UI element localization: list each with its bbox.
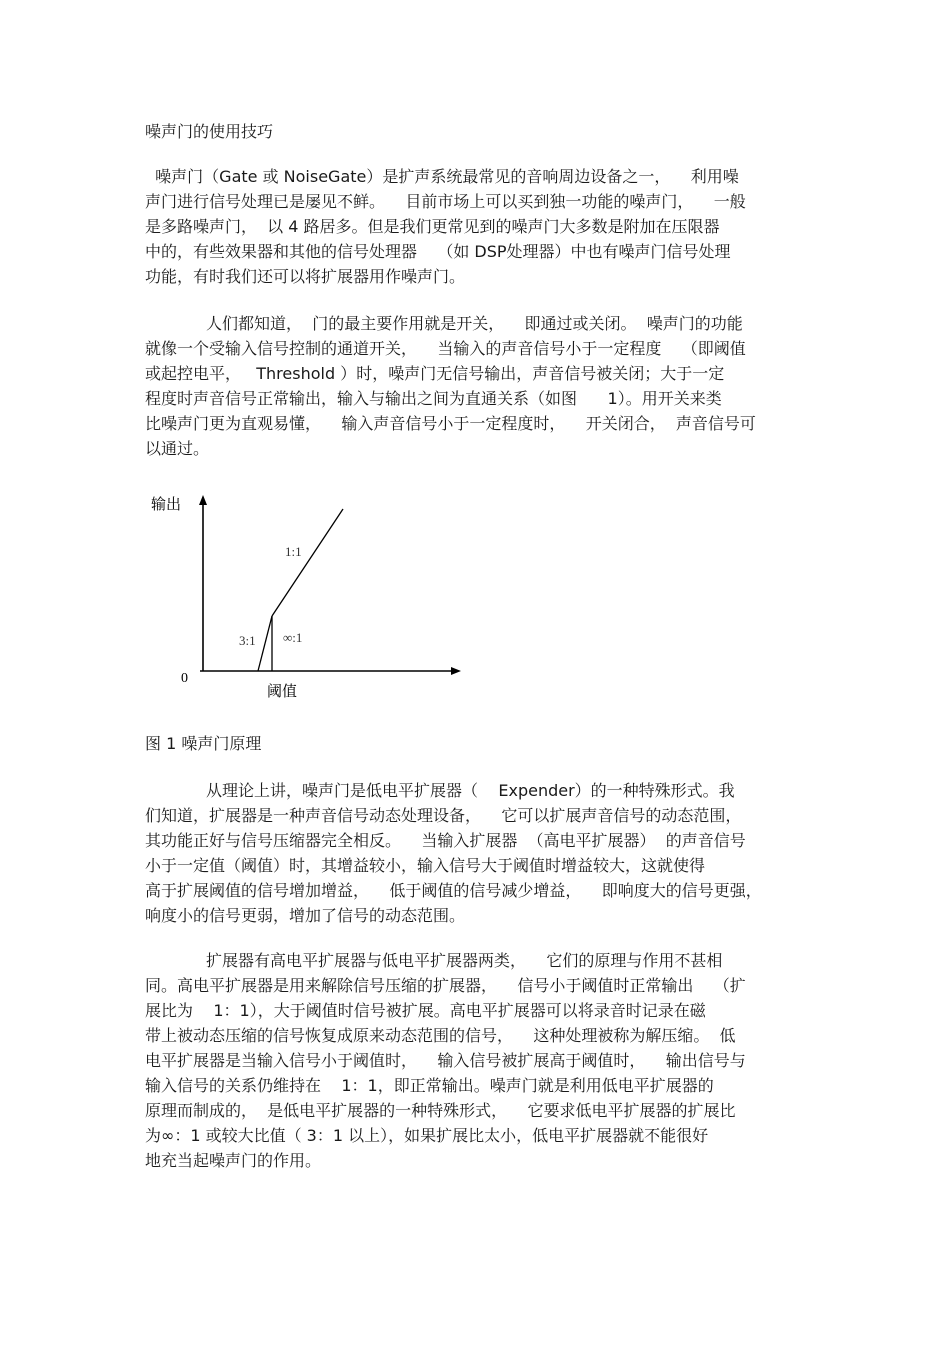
paragraph-line: 带上被动态压缩的信号恢复成原来动态范围的信号， 这种处理被称为解压缩。 低 xyxy=(145,1026,736,1045)
paragraph-line: 响度小的信号更弱，增加了信号的动态范围。 xyxy=(145,906,466,925)
paragraph-line: 中的，有些效果器和其他的信号处理器 （如 DSP处理器）中也有噪声门信号处理 xyxy=(145,242,731,261)
figure-caption: 图 1 噪声门原理 xyxy=(145,734,262,753)
paragraph-line: 声门进行信号处理已是屡见不鲜。 目前市场上可以买到独一功能的噪声门， 一般 xyxy=(145,192,746,211)
paragraph-line: 噪声门（Gate 或 NoiseGate）是扩声系统最常见的音响周边设备之一， 利用噪 xyxy=(145,167,739,186)
paragraph-line: 电平扩展器是当输入信号小于阈值时， 输入信号被扩展高于阈值时， 输出信号与 xyxy=(145,1051,746,1070)
paragraph-line: 是多路噪声门， 以 4 路居多。但是我们更常见到的噪声门大多数是附加在压限器 xyxy=(145,217,720,236)
paragraph-line: 们知道，扩展器是一种声音信号动态处理设备， 它可以扩展声音信号的动态范围， xyxy=(145,806,742,825)
origin-label: 0 xyxy=(181,671,188,686)
paragraph-line: 高于扩展阈值的信号增加增益， 低于阈值的信号减少增益， 即响度大的信号更强， xyxy=(145,881,762,900)
document-title: 噪声门的使用技巧 xyxy=(145,122,274,141)
paragraph-line: 人们都知道， 门的最主要作用就是开关， 即通过或关闭。 噪声门的功能 xyxy=(145,314,743,333)
paragraph-line: 以通过。 xyxy=(145,439,210,458)
x-axis-arrow-icon xyxy=(451,667,461,675)
paragraph-line: 为∞：1 或较大比值（ 3：1 以上），如果扩展比太小，低电平扩展器就不能很好 xyxy=(145,1126,709,1145)
x-axis-label: 阈值 xyxy=(267,682,298,700)
y-axis-arrow-icon xyxy=(199,495,207,505)
ratio-line-3-1 xyxy=(258,616,272,671)
paragraph-line: 同。高电平扩展器是用来解除信号压缩的扩展器， 信号小于阈值时正常输出 （扩 xyxy=(145,976,746,995)
paragraph-line: 比噪声门更为直观易懂， 输入声音信号小于一定程度时， 开关闭合， 声音信号可 xyxy=(145,414,756,433)
label-inf-1: ∞:1 xyxy=(283,630,303,645)
noise-gate-diagram xyxy=(145,485,475,705)
paragraph-2 xyxy=(145,311,805,461)
paragraph-line: 程度时声音信号正常输出，输入与输出之间为直通关系（如图 1）。用开关来类 xyxy=(145,389,722,408)
paragraph-line: 功能，有时我们还可以将扩展器用作噪声门。 xyxy=(145,267,466,286)
noise-gate-figure xyxy=(145,485,475,705)
paragraph-4 xyxy=(145,948,805,1173)
paragraph-line: 或起控电平， Threshold ）时，噪声门无信号输出，声音信号被关闭；大于一定 xyxy=(145,364,725,383)
ratio-line-1-1 xyxy=(272,509,343,616)
label-1-1: 1:1 xyxy=(285,544,302,559)
paragraph-line: 小于一定值（阈值）时，其增益较小，输入信号大于阈值时增益较大，这就使得 xyxy=(145,856,706,875)
label-3-1: 3:1 xyxy=(239,633,256,648)
paragraph-line: 扩展器有高电平扩展器与低电平扩展器两类， 它们的原理与作用不甚相 xyxy=(145,951,723,970)
paragraph-line: 原理而制成的， 是低电平扩展器的一种特殊形式， 它要求低电平扩展器的扩展比 xyxy=(145,1101,736,1120)
paragraph-1 xyxy=(145,164,805,289)
paragraph-line: 其功能正好与信号压缩器完全相反。 当输入扩展器 （高电平扩展器） 的声音信号 xyxy=(145,831,746,850)
paragraph-line: 从理论上讲，噪声门是低电平扩展器（ Expender）的一种特殊形式。我 xyxy=(145,781,735,800)
paragraph-line: 展比为 1：1），大于阈值时信号被扩展。高电平扩展器可以将录音时记录在磁 xyxy=(145,1001,706,1020)
paragraph-line: 输入信号的关系仍维持在 1：1，即正常输出。噪声门就是利用低电平扩展器的 xyxy=(145,1076,714,1095)
paragraph-line: 就像一个受输入信号控制的通道开关， 当输入的声音信号小于一定程度 （即阈值 xyxy=(145,339,746,358)
paragraph-line: 地充当起噪声门的作用。 xyxy=(145,1151,322,1170)
y-axis-label: 输出 xyxy=(151,495,182,513)
paragraph-3 xyxy=(145,778,805,928)
